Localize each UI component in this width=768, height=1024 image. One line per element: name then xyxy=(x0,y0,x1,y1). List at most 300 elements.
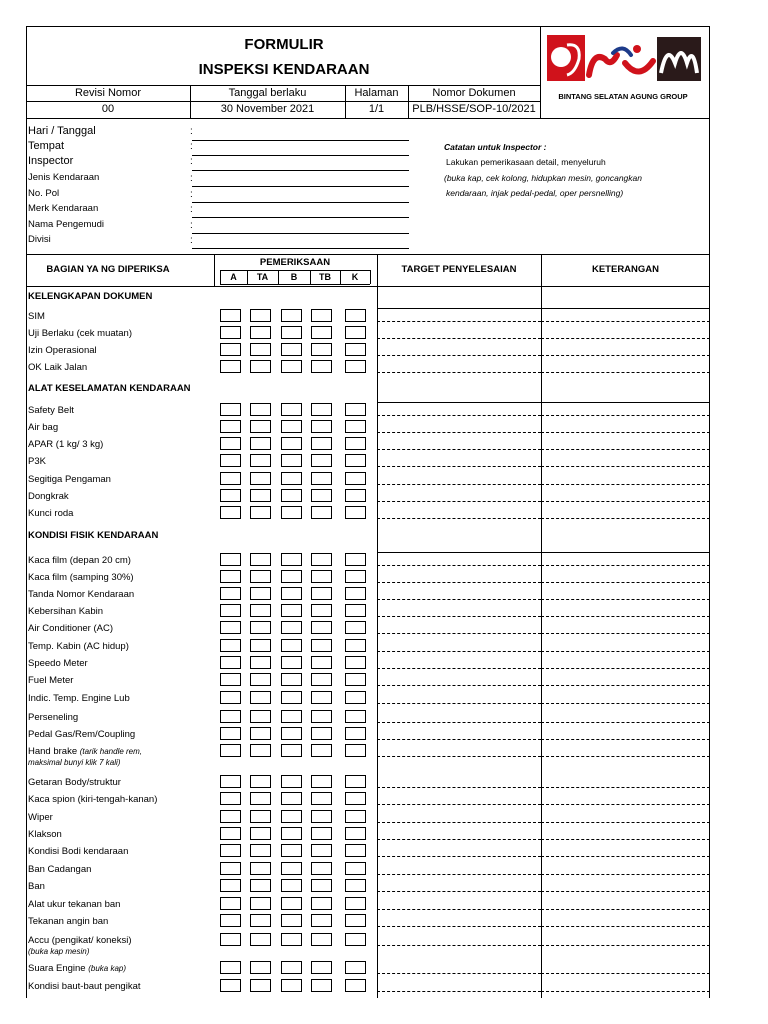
item-label xyxy=(28,794,157,805)
check-box-ta[interactable] xyxy=(250,309,271,322)
halaman-label: Halaman xyxy=(354,87,399,99)
check-box-b[interactable] xyxy=(281,810,302,823)
item-label xyxy=(28,846,128,857)
check-box-b[interactable] xyxy=(281,570,302,583)
keterangan-field[interactable] xyxy=(541,685,710,686)
check-box-b[interactable] xyxy=(281,506,302,519)
item-note-line2: (buka kap mesin) xyxy=(28,947,90,956)
check-box-k[interactable] xyxy=(345,673,366,686)
check-box-k[interactable] xyxy=(345,862,366,875)
item-label xyxy=(28,899,120,910)
check-box-a[interactable] xyxy=(220,691,241,704)
check-box-a[interactable] xyxy=(220,656,241,669)
check-box-ta[interactable] xyxy=(250,792,271,805)
check-box-ta[interactable] xyxy=(250,570,271,583)
check-box-ta[interactable] xyxy=(250,810,271,823)
keterangan-field[interactable] xyxy=(541,909,710,910)
check-box-b[interactable] xyxy=(281,553,302,566)
check-box-ta[interactable] xyxy=(250,506,271,519)
target-field[interactable] xyxy=(377,518,541,519)
check-box-tb[interactable] xyxy=(311,862,332,875)
target-field[interactable] xyxy=(377,756,541,757)
info-input-line[interactable] xyxy=(192,140,409,141)
check-box-a[interactable] xyxy=(220,587,241,600)
check-box-a[interactable] xyxy=(220,744,241,757)
check-box-tb[interactable] xyxy=(311,326,332,339)
keterangan-field[interactable] xyxy=(541,874,710,875)
keterangan-field[interactable] xyxy=(541,338,710,339)
item-label xyxy=(28,693,130,704)
item-label xyxy=(28,345,97,356)
item-label xyxy=(28,675,73,686)
form-frame xyxy=(26,26,710,998)
check-box-tb[interactable] xyxy=(311,360,332,373)
info-input-line[interactable] xyxy=(192,186,409,187)
item-label xyxy=(28,589,134,600)
target-field[interactable] xyxy=(377,501,541,502)
check-box-k[interactable] xyxy=(345,437,366,450)
check-box-k[interactable] xyxy=(345,979,366,992)
check-box-k[interactable] xyxy=(345,744,366,757)
check-box-a[interactable] xyxy=(220,360,241,373)
check-box-tb[interactable] xyxy=(311,827,332,840)
check-box-tb[interactable] xyxy=(311,587,332,600)
check-box-a[interactable] xyxy=(220,810,241,823)
check-box-tb[interactable] xyxy=(311,621,332,634)
check-box-a[interactable] xyxy=(220,506,241,519)
keterangan-field[interactable] xyxy=(541,321,710,322)
check-box-b[interactable] xyxy=(281,489,302,502)
check-box-ta[interactable] xyxy=(250,553,271,566)
check-box-ta[interactable] xyxy=(250,879,271,892)
target-field[interactable] xyxy=(377,991,541,992)
check-box-tb[interactable] xyxy=(311,979,332,992)
keterangan-field[interactable] xyxy=(541,651,710,652)
target-field[interactable] xyxy=(377,685,541,686)
company-name: BINTANG SELATAN AGUNG GROUP xyxy=(558,92,688,101)
target-field[interactable] xyxy=(377,804,541,805)
check-box-ta[interactable] xyxy=(250,343,271,356)
check-box-k[interactable] xyxy=(345,604,366,617)
check-box-ta[interactable] xyxy=(250,827,271,840)
keterangan-field[interactable] xyxy=(541,599,710,600)
check-box-k[interactable] xyxy=(345,621,366,634)
check-box-b[interactable] xyxy=(281,403,302,416)
check-box-a[interactable] xyxy=(220,570,241,583)
keterangan-field[interactable] xyxy=(541,616,710,617)
check-box-b[interactable] xyxy=(281,792,302,805)
check-box-k[interactable] xyxy=(345,506,366,519)
check-box-k[interactable] xyxy=(345,810,366,823)
target-field[interactable] xyxy=(377,926,541,927)
check-box-ta[interactable] xyxy=(250,454,271,467)
check-box-ta[interactable] xyxy=(250,979,271,992)
check-box-k[interactable] xyxy=(345,360,366,373)
info-label: Jenis Kendaraan xyxy=(28,172,100,183)
check-box-tb[interactable] xyxy=(311,792,332,805)
check-box-ta[interactable] xyxy=(250,844,271,857)
check-box-tb[interactable] xyxy=(311,710,332,723)
item-note-line2: maksimal bunyi klik 7 kali) xyxy=(28,758,121,767)
check-box-tb[interactable] xyxy=(311,844,332,857)
info-colon: : xyxy=(190,141,193,152)
check-box-ta[interactable] xyxy=(250,656,271,669)
item-label xyxy=(28,746,142,768)
check-box-k[interactable] xyxy=(345,844,366,857)
keterangan-field[interactable] xyxy=(541,839,710,840)
keterangan-field[interactable] xyxy=(541,565,710,566)
check-box-k[interactable] xyxy=(345,961,366,974)
keterangan-field[interactable] xyxy=(541,668,710,669)
target-field[interactable] xyxy=(377,703,541,704)
check-box-tb[interactable] xyxy=(311,639,332,652)
check-box-a[interactable] xyxy=(220,827,241,840)
check-box-a[interactable] xyxy=(220,621,241,634)
info-label: Divisi xyxy=(28,234,51,245)
keterangan-field[interactable] xyxy=(541,822,710,823)
info-input-line[interactable] xyxy=(192,248,409,249)
check-box-k[interactable] xyxy=(345,639,366,652)
check-box-b[interactable] xyxy=(281,454,302,467)
check-box-ta[interactable] xyxy=(250,587,271,600)
check-box-b[interactable] xyxy=(281,897,302,910)
item-label-text: Kondisi Bodi kendaraan xyxy=(28,846,129,857)
check-box-k[interactable] xyxy=(345,656,366,669)
target-field[interactable] xyxy=(377,891,541,892)
check-box-b[interactable] xyxy=(281,656,302,669)
keterangan-field[interactable] xyxy=(541,703,710,704)
check-box-a[interactable] xyxy=(220,403,241,416)
revisi-label: Revisi Nomor xyxy=(74,87,141,99)
check-box-k[interactable] xyxy=(345,570,366,583)
keterangan-field[interactable] xyxy=(541,501,710,502)
item-label-text: Kaca film (samping 30%) xyxy=(28,572,134,583)
info-label: No. Pol xyxy=(28,188,60,199)
check-box-b[interactable] xyxy=(281,420,302,433)
target-field[interactable] xyxy=(377,651,541,652)
check-box-tb[interactable] xyxy=(311,879,332,892)
check-box-ta[interactable] xyxy=(250,775,271,788)
check-box-ta[interactable] xyxy=(250,326,271,339)
check-box-k[interactable] xyxy=(345,727,366,740)
logo-divider xyxy=(540,26,541,118)
check-box-ta[interactable] xyxy=(250,710,271,723)
check-box-k[interactable] xyxy=(345,420,366,433)
target-field[interactable] xyxy=(377,668,541,669)
item-label xyxy=(28,729,135,740)
check-box-a[interactable] xyxy=(220,343,241,356)
check-box-tb[interactable] xyxy=(311,437,332,450)
colhead-top xyxy=(26,254,710,255)
check-box-ta[interactable] xyxy=(250,437,271,450)
target-field[interactable] xyxy=(377,616,541,617)
section-divider xyxy=(377,402,710,403)
check-box-a[interactable] xyxy=(220,326,241,339)
check-box-a[interactable] xyxy=(220,862,241,875)
check-box-ta[interactable] xyxy=(250,673,271,686)
check-box-ta[interactable] xyxy=(250,897,271,910)
check-box-tb[interactable] xyxy=(311,810,332,823)
check-box-ta[interactable] xyxy=(250,621,271,634)
item-label-text: SIM xyxy=(28,311,45,322)
info-input-line[interactable] xyxy=(192,155,409,156)
keterangan-field[interactable] xyxy=(541,449,710,450)
item-label-text: P3K xyxy=(28,456,46,467)
check-box-k[interactable] xyxy=(345,454,366,467)
target-field[interactable] xyxy=(377,909,541,910)
check-box-b[interactable] xyxy=(281,879,302,892)
target-field[interactable] xyxy=(377,633,541,634)
target-field[interactable] xyxy=(377,372,541,373)
target-field[interactable] xyxy=(377,599,541,600)
check-box-ta[interactable] xyxy=(250,862,271,875)
check-box-b[interactable] xyxy=(281,827,302,840)
target-field[interactable] xyxy=(377,484,541,485)
check-box-k[interactable] xyxy=(345,326,366,339)
check-box-b[interactable] xyxy=(281,775,302,788)
check-box-a[interactable] xyxy=(220,933,241,946)
check-box-a[interactable] xyxy=(220,727,241,740)
check-box-b[interactable] xyxy=(281,862,302,875)
check-box-ta[interactable] xyxy=(250,961,271,974)
col-sub-k: K xyxy=(351,272,359,282)
check-box-tb[interactable] xyxy=(311,727,332,740)
title-line-2: INSPEKSI KENDARAAN xyxy=(198,61,370,78)
item-label-text: Kaca spion (kiri-tengah-kanan) xyxy=(28,794,158,805)
target-field[interactable] xyxy=(377,822,541,823)
item-label-text: Ban Cadangan xyxy=(28,864,92,875)
keterangan-field[interactable] xyxy=(541,973,710,974)
keterangan-field[interactable] xyxy=(541,415,710,416)
check-box-b[interactable] xyxy=(281,844,302,857)
keterangan-field[interactable] xyxy=(541,804,710,805)
header-line-1 xyxy=(26,85,540,86)
check-box-k[interactable] xyxy=(345,792,366,805)
target-field[interactable] xyxy=(377,945,541,946)
col-bagian: BAGIAN YA NG DIPERIKSA xyxy=(46,264,170,275)
check-box-ta[interactable] xyxy=(250,933,271,946)
info-label: Merk Kendaraan xyxy=(28,203,99,214)
keterangan-field[interactable] xyxy=(541,926,710,927)
target-field[interactable] xyxy=(377,449,541,450)
check-box-tb[interactable] xyxy=(311,309,332,322)
check-box-a[interactable] xyxy=(220,879,241,892)
check-box-b[interactable] xyxy=(281,472,302,485)
check-box-tb[interactable] xyxy=(311,775,332,788)
check-box-b[interactable] xyxy=(281,710,302,723)
keterangan-field[interactable] xyxy=(541,722,710,723)
keterangan-field[interactable] xyxy=(541,856,710,857)
check-box-a[interactable] xyxy=(220,710,241,723)
item-label-text: Kaca film (depan 20 cm) xyxy=(28,555,131,566)
section-title: ALAT KESELAMATAN KENDARAAN xyxy=(28,383,191,394)
check-box-a[interactable] xyxy=(220,309,241,322)
info-colon: : xyxy=(190,204,193,215)
target-field[interactable] xyxy=(377,856,541,857)
check-box-tb[interactable] xyxy=(311,961,332,974)
check-box-a[interactable] xyxy=(220,914,241,927)
check-box-a[interactable] xyxy=(220,454,241,467)
item-label xyxy=(28,328,132,339)
check-box-k[interactable] xyxy=(345,403,366,416)
check-box-tb[interactable] xyxy=(311,673,332,686)
check-box-b[interactable] xyxy=(281,604,302,617)
check-box-a[interactable] xyxy=(220,553,241,566)
keterangan-field[interactable] xyxy=(541,582,710,583)
target-field[interactable] xyxy=(377,874,541,875)
check-box-b[interactable] xyxy=(281,360,302,373)
target-field[interactable] xyxy=(377,355,541,356)
check-box-tb[interactable] xyxy=(311,506,332,519)
check-box-a[interactable] xyxy=(220,961,241,974)
check-box-k[interactable] xyxy=(345,775,366,788)
check-box-tb[interactable] xyxy=(311,472,332,485)
check-box-b[interactable] xyxy=(281,961,302,974)
check-box-b[interactable] xyxy=(281,914,302,927)
check-box-tb[interactable] xyxy=(311,454,332,467)
check-box-a[interactable] xyxy=(220,472,241,485)
check-box-b[interactable] xyxy=(281,309,302,322)
check-box-b[interactable] xyxy=(281,343,302,356)
check-box-ta[interactable] xyxy=(250,360,271,373)
check-box-b[interactable] xyxy=(281,639,302,652)
check-box-k[interactable] xyxy=(345,472,366,485)
target-field[interactable] xyxy=(377,582,541,583)
keterangan-field[interactable] xyxy=(541,739,710,740)
check-box-b[interactable] xyxy=(281,673,302,686)
target-field[interactable] xyxy=(377,466,541,467)
check-box-a[interactable] xyxy=(220,420,241,433)
target-field[interactable] xyxy=(377,338,541,339)
check-box-tb[interactable] xyxy=(311,933,332,946)
check-box-b[interactable] xyxy=(281,691,302,704)
check-box-a[interactable] xyxy=(220,604,241,617)
keterangan-field[interactable] xyxy=(541,518,710,519)
check-box-k[interactable] xyxy=(345,587,366,600)
check-box-a[interactable] xyxy=(220,897,241,910)
check-box-b[interactable] xyxy=(281,326,302,339)
target-field[interactable] xyxy=(377,787,541,788)
check-box-b[interactable] xyxy=(281,727,302,740)
keterangan-field[interactable] xyxy=(541,355,710,356)
check-box-tb[interactable] xyxy=(311,570,332,583)
check-box-k[interactable] xyxy=(345,827,366,840)
check-box-tb[interactable] xyxy=(311,744,332,757)
col-sub-tb: TB xyxy=(319,272,331,282)
check-box-ta[interactable] xyxy=(250,727,271,740)
check-box-tb[interactable] xyxy=(311,656,332,669)
check-box-b[interactable] xyxy=(281,621,302,634)
check-box-tb[interactable] xyxy=(311,343,332,356)
keterangan-field[interactable] xyxy=(541,891,710,892)
check-box-a[interactable] xyxy=(220,792,241,805)
check-box-k[interactable] xyxy=(345,553,366,566)
target-field[interactable] xyxy=(377,321,541,322)
check-box-ta[interactable] xyxy=(250,691,271,704)
check-box-tb[interactable] xyxy=(311,420,332,433)
target-field[interactable] xyxy=(377,839,541,840)
item-label xyxy=(28,606,103,617)
keterangan-field[interactable] xyxy=(541,991,710,992)
check-box-a[interactable] xyxy=(220,979,241,992)
check-box-k[interactable] xyxy=(345,489,366,502)
info-input-line[interactable] xyxy=(192,202,409,203)
check-box-b[interactable] xyxy=(281,933,302,946)
keterangan-field[interactable] xyxy=(541,756,710,757)
check-box-a[interactable] xyxy=(220,489,241,502)
check-box-ta[interactable] xyxy=(250,420,271,433)
target-field[interactable] xyxy=(377,739,541,740)
target-field[interactable] xyxy=(377,973,541,974)
check-box-k[interactable] xyxy=(345,309,366,322)
check-box-k[interactable] xyxy=(345,691,366,704)
check-box-tb[interactable] xyxy=(311,489,332,502)
item-label xyxy=(28,555,131,566)
check-box-k[interactable] xyxy=(345,914,366,927)
check-box-a[interactable] xyxy=(220,775,241,788)
check-box-tb[interactable] xyxy=(311,553,332,566)
item-label xyxy=(28,712,78,723)
target-field[interactable] xyxy=(377,415,541,416)
check-box-ta[interactable] xyxy=(250,489,271,502)
target-field[interactable] xyxy=(377,565,541,566)
check-box-tb[interactable] xyxy=(311,403,332,416)
check-box-ta[interactable] xyxy=(250,639,271,652)
check-box-k[interactable] xyxy=(345,343,366,356)
check-box-tb[interactable] xyxy=(311,691,332,704)
keterangan-field[interactable] xyxy=(541,466,710,467)
check-box-a[interactable] xyxy=(220,639,241,652)
check-box-a[interactable] xyxy=(220,844,241,857)
check-box-tb[interactable] xyxy=(311,914,332,927)
check-box-ta[interactable] xyxy=(250,604,271,617)
section-title: KELENGKAPAN DOKUMEN xyxy=(28,291,153,302)
check-box-ta[interactable] xyxy=(250,472,271,485)
keterangan-field[interactable] xyxy=(541,787,710,788)
check-box-a[interactable] xyxy=(220,673,241,686)
keterangan-field[interactable] xyxy=(541,372,710,373)
item-label-text: Kebersihan Kabin xyxy=(28,606,103,617)
info-input-line[interactable] xyxy=(192,217,409,218)
target-field[interactable] xyxy=(377,722,541,723)
keterangan-field[interactable] xyxy=(541,484,710,485)
info-input-line[interactable] xyxy=(192,233,409,234)
check-box-k[interactable] xyxy=(345,933,366,946)
keterangan-field[interactable] xyxy=(541,633,710,634)
item-label xyxy=(28,491,69,502)
check-box-tb[interactable] xyxy=(311,897,332,910)
check-box-b[interactable] xyxy=(281,587,302,600)
check-box-k[interactable] xyxy=(345,879,366,892)
check-box-b[interactable] xyxy=(281,437,302,450)
keterangan-field[interactable] xyxy=(541,945,710,946)
check-box-k[interactable] xyxy=(345,897,366,910)
check-box-a[interactable] xyxy=(220,437,241,450)
info-input-line[interactable] xyxy=(192,170,409,171)
info-colon: : xyxy=(190,189,193,200)
check-box-k[interactable] xyxy=(345,710,366,723)
item-label-text: Dongkrak xyxy=(28,491,69,502)
check-box-ta[interactable] xyxy=(250,744,271,757)
check-box-b[interactable] xyxy=(281,979,302,992)
item-note: (buka kap) xyxy=(88,964,127,973)
check-box-b[interactable] xyxy=(281,744,302,757)
check-box-ta[interactable] xyxy=(250,403,271,416)
keterangan-field[interactable] xyxy=(541,432,710,433)
check-box-tb[interactable] xyxy=(311,604,332,617)
target-field[interactable] xyxy=(377,432,541,433)
check-box-ta[interactable] xyxy=(250,914,271,927)
